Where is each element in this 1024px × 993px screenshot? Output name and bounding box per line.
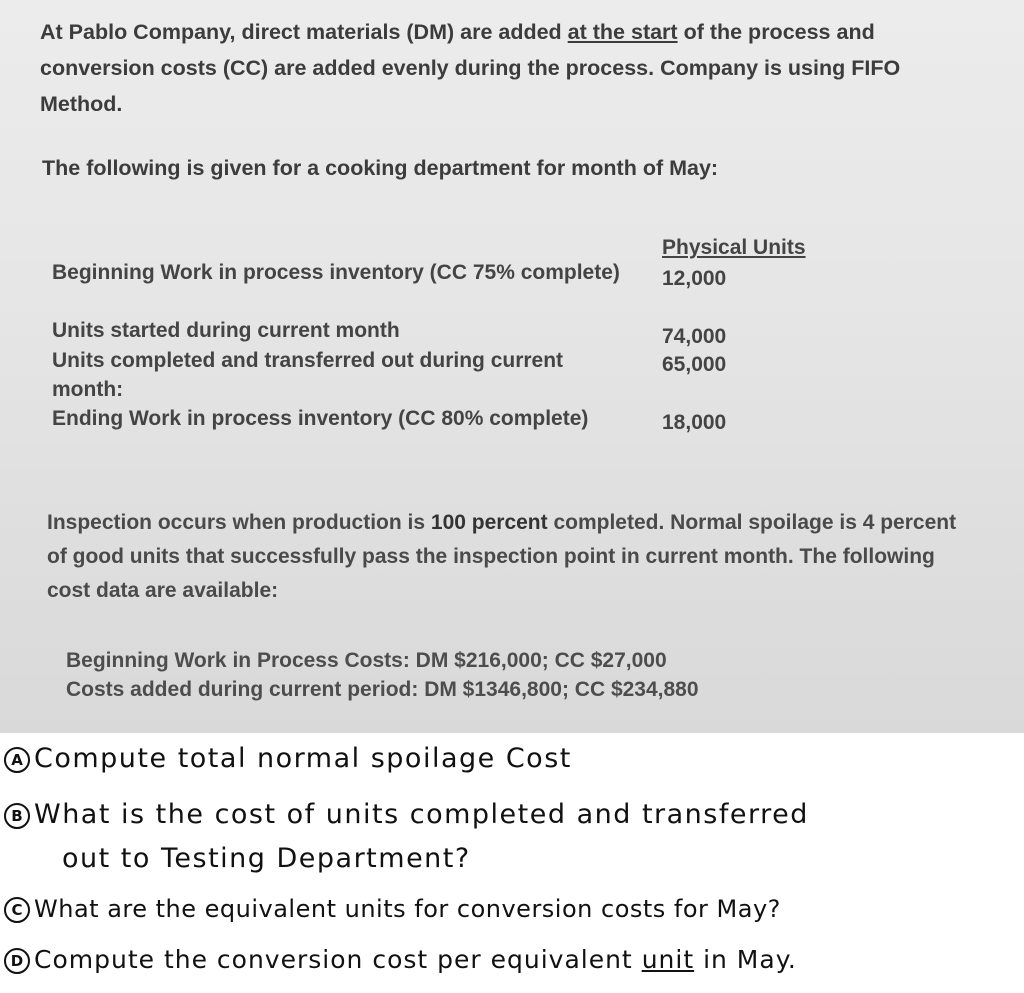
intro-underlined-text: at the start	[567, 20, 678, 44]
row-label-ending-wip: Ending Work in process inventory (CC 80% complete)	[52, 407, 589, 430]
cost-data	[66, 646, 699, 704]
row-label-units-started: Units started during current month	[52, 319, 400, 342]
physical-units-header: Physical Units	[662, 236, 806, 259]
row-value-ending-wip: 18,000	[662, 411, 727, 434]
intro-paragraph	[40, 14, 980, 122]
question-c-text: What are the equivalent units for conversion costs for May?	[34, 895, 781, 923]
inspection-bold-text: 100 percent	[430, 511, 548, 534]
handwritten-questions	[0, 733, 1024, 993]
question-a-marker: A	[4, 747, 30, 773]
question-a	[4, 743, 572, 774]
row-label-beginning-wip: Beginning Work in process inventory (CC 75% complete)	[52, 261, 620, 284]
given-line: The following is given for a cooking department for month of May:	[42, 156, 719, 180]
question-a-text: Compute total normal spoilage Cost	[34, 743, 572, 774]
question-d-underlined: unit	[641, 945, 695, 974]
question-b-continued	[62, 843, 471, 874]
question-d-marker: D	[4, 948, 30, 974]
question-c	[4, 895, 781, 923]
beginning-costs-line: Beginning Work in Process Costs: DM $216,000; CC $27,000	[66, 649, 667, 672]
inspection-text-1: Inspection occurs when production is	[47, 511, 431, 534]
question-d	[4, 945, 797, 974]
row-value-units-completed: 65,000	[662, 353, 727, 376]
row-value-units-started: 74,000	[662, 325, 727, 348]
question-d-text-1: Compute the conversion cost per equivalent	[34, 945, 642, 974]
question-b-marker: B	[4, 803, 30, 829]
inspection-text-2: completed. Normal spoilage is 4 percent of good units that successfully pass the inspection point in current month. The following cost data are available:	[47, 511, 957, 602]
question-b-text: What is the cost of units completed and transferred	[34, 799, 809, 830]
row-label-units-completed: Units completed and transferred out during current month:	[52, 349, 564, 401]
question-d-text-2: in May.	[694, 945, 797, 974]
question-b-continued-text: out to Testing Department?	[62, 843, 471, 874]
row-value-beginning-wip: 12,000	[662, 267, 727, 290]
inspection-paragraph	[47, 506, 967, 608]
question-b	[4, 799, 809, 830]
question-c-marker: C	[4, 897, 30, 923]
intro-text-1: At Pablo Company, direct materials (DM) are added	[40, 20, 568, 44]
intro-text-2: of the process and conversion costs (CC) are added evenly during the process. Company is using FIFO Method.	[40, 20, 901, 116]
added-costs-line: Costs added during current period: DM $1346,800; CC $234,880	[66, 678, 699, 701]
